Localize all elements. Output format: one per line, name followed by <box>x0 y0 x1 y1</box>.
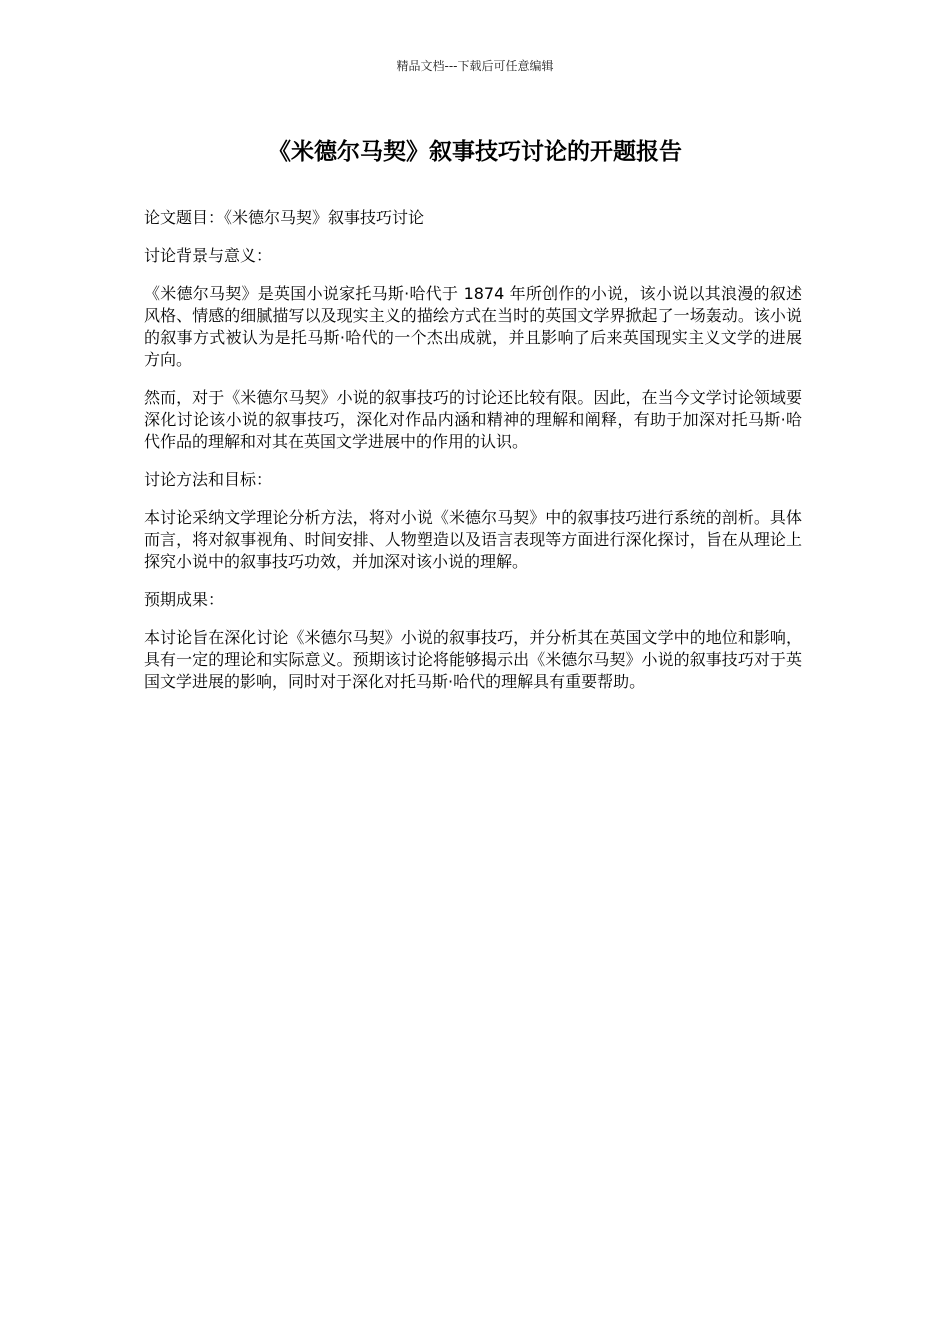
background-heading: 讨论背景与意义： <box>144 246 273 265</box>
background-paragraph-2: 然而，对于《米德尔马契》小说的叙事技巧的讨论还比较有限。因此，在当今文学讨论领域要深化讨论该小说的叙事技巧，深化对作品内涵和精神的理解和阐释，有助于加深对托马斯·哈代作品的理解和对其在英国文学进展中的作用的认识。 <box>144 388 802 451</box>
topic-line: 论文题目：《米德尔马契》叙事技巧讨论 <box>144 208 425 227</box>
document-body <box>144 207 802 709</box>
method-paragraph: 本讨论采纳文学理论分析方法，将对小说《米德尔马契》中的叙事技巧进行系统的剖析。具体而言，将对叙事视角、时间安排、人物塑造以及语言表现等方面进行深化探讨，旨在从理论上探究小说中的叙事技巧功效，并加深对该小说的理解。 <box>144 508 802 571</box>
outcome-heading: 预期成果： <box>144 590 225 609</box>
outcome-paragraph: 本讨论旨在深化讨论《米德尔马契》小说的叙事技巧，并分析其在英国文学中的地位和影响，具有一定的理论和实际意义。预期该讨论将能够揭示出《米德尔马契》小说的叙事技巧对于英国文学进展的影响，同时对于深化对托马斯·哈代的理解具有重要帮助。 <box>144 628 802 691</box>
page-header-note: 精品文档---下载后可任意编辑 <box>396 59 554 73</box>
document-title: 《米德尔马契》叙事技巧讨论的开题报告 <box>268 139 682 165</box>
method-heading: 讨论方法和目标： <box>144 470 273 489</box>
background-paragraph-1: 《米德尔马契》是英国小说家托马斯·哈代于 1874 年所创作的小说，该小说以其浪漫的叙述风格、情感的细腻描写以及现实主义的描绘方式在当时的英国文学界掀起了一场轰动。该小说的叙事方式被认为是托马斯·哈代的一个杰出成就，并且影响了后来英国现实主义文学的进展方向。 <box>144 284 802 369</box>
